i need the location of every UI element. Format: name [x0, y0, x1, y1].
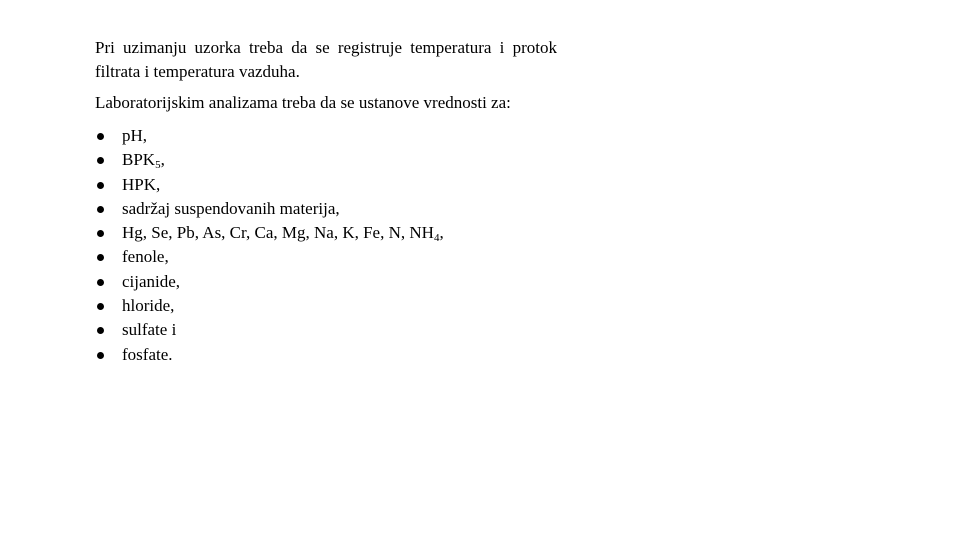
list-item [95, 221, 557, 245]
list-item [95, 318, 557, 342]
item-text: HPK, [122, 174, 161, 194]
item-text: Hg, Se, Pb, As, Cr, Ca, Mg, Na, K, Fe, N, NH [122, 223, 434, 243]
bullet-icon [97, 230, 104, 237]
list-item [95, 148, 557, 172]
list-item [95, 173, 557, 197]
document-body [95, 36, 557, 367]
analysis-paragraph: Laboratorijskim analizama treba da se ustanove vrednosti za: [95, 93, 511, 112]
list-item [95, 294, 557, 318]
item-text: fosfate. [122, 344, 173, 364]
list-item [95, 124, 557, 148]
item-text: pH, [122, 126, 148, 145]
item-subscript: 5 [155, 159, 161, 172]
list-item [95, 197, 557, 221]
bullet-icon [97, 157, 104, 164]
bullet-icon [97, 352, 104, 359]
item-suffix: , [439, 223, 444, 243]
list-item [95, 245, 557, 269]
bullet-icon [97, 254, 104, 261]
item-text: sulfate i [122, 320, 177, 340]
item-text: cijanide, [122, 271, 181, 291]
item-text: fenole, [122, 247, 169, 267]
item-suffix: , [160, 150, 165, 170]
parameter-list [95, 124, 557, 367]
bullet-icon [97, 133, 104, 140]
item-text: hloride, [122, 296, 175, 316]
bullet-icon [97, 279, 104, 286]
bullet-icon [97, 182, 104, 189]
bullet-icon [97, 327, 104, 334]
item-text: BPK [122, 150, 156, 170]
item-subscript: 4 [433, 232, 440, 245]
bullet-icon [97, 206, 104, 213]
item-text: sadržaj suspendovanih materija, [122, 198, 340, 218]
intro-paragraph: Pri uzimanju uzorka treba da se registruje temperatura i protok filtrata i temperatura vazduha. [95, 38, 557, 81]
bullet-icon [97, 303, 104, 310]
list-item [95, 343, 557, 367]
list-item [95, 270, 557, 294]
